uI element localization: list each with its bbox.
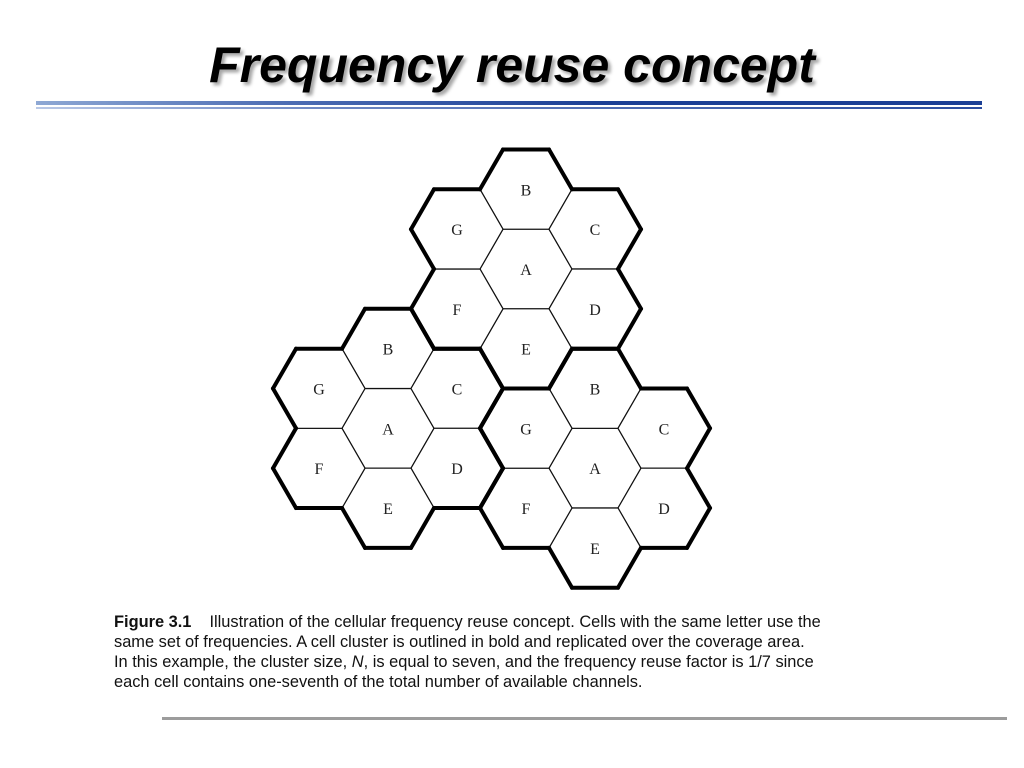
cell-letter-d: D [658, 501, 670, 518]
caption-line-1 [114, 612, 914, 632]
caption-line-2: same set of frequencies. A cell cluster is outlined in bold and replicated over the coverage area. [114, 633, 805, 651]
caption-line-3 [114, 652, 914, 672]
cell-letter-f: F [521, 501, 531, 518]
cell-letter-c: C [589, 222, 601, 240]
cell-letter-f: F [314, 461, 324, 479]
cell-letter-e: E [521, 341, 531, 359]
cell-letter-d: D [589, 301, 601, 319]
caption-text-3a: In this example, the cluster size, [114, 653, 352, 671]
cell-letter-e: E [383, 501, 393, 518]
cell-letter-g: G [451, 222, 463, 240]
figure-caption[interactable] [114, 612, 914, 692]
cell-letter-f: F [452, 301, 462, 319]
cell-letter-e: E [590, 540, 600, 558]
cell-letter-b: B [382, 341, 394, 359]
cell-letter-b: B [589, 381, 601, 399]
cell-letter-g: G [313, 381, 325, 399]
slide-title[interactable]: Frequency reuse concept [209, 37, 815, 93]
cell-letter-a: A [382, 421, 394, 439]
cell-letter-c: C [451, 381, 463, 399]
footer-rule [162, 717, 1007, 720]
cell-letter-d: D [451, 461, 463, 479]
cell-letter-a: A [589, 461, 601, 479]
cell-letter-b: B [520, 182, 532, 200]
caption-line-4: each cell contains one-seventh of the total number of available channels. [114, 673, 643, 691]
cell-letter-a: A [520, 262, 532, 279]
figure-label: Figure 3.1 [114, 613, 192, 631]
caption-text-3b: , is equal to seven, and the frequency reuse factor is 1/7 since [363, 653, 814, 671]
caption-italic-n: N [351, 653, 364, 671]
cell-letter-g: G [520, 421, 532, 439]
cell-letter-c: C [658, 421, 670, 439]
caption-text-1: Illustration of the cellular frequency reuse concept. Cells with the same letter use the [209, 613, 821, 631]
